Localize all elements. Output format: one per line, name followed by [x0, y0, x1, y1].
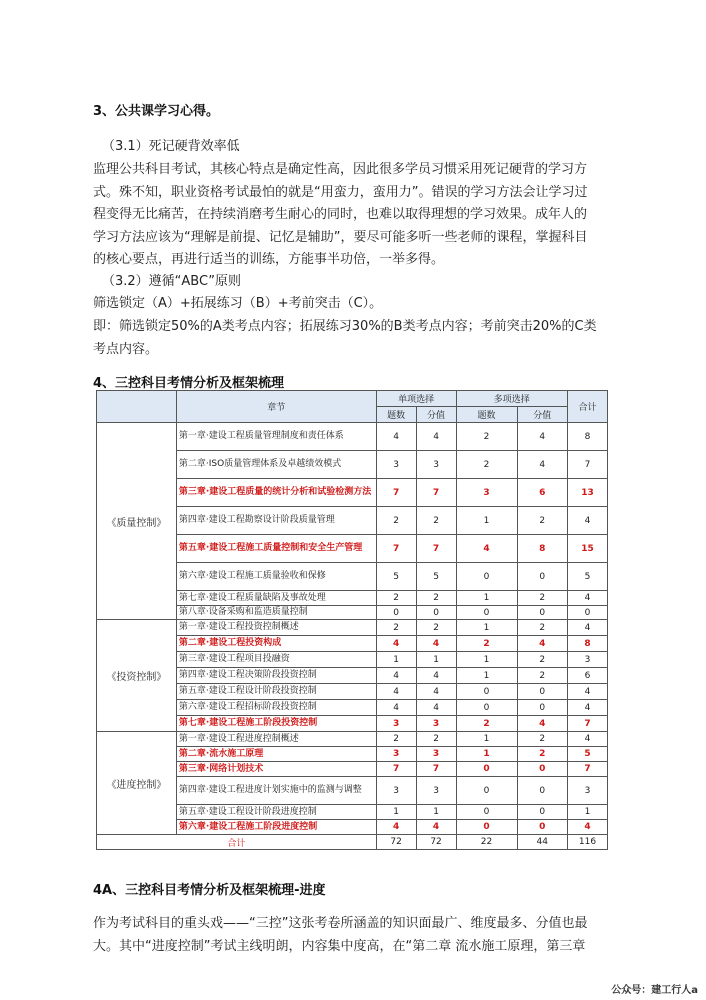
- multi-score-cell: 2: [517, 652, 567, 668]
- single-score-cell: 7: [416, 535, 456, 563]
- total-s-cnt-cell: 72: [376, 835, 416, 850]
- multi-count-cell: 0: [456, 563, 517, 591]
- total-m-score-cell: 44: [517, 835, 567, 850]
- multi-score-cell: 2: [517, 620, 567, 636]
- total-total-cell: 116: [567, 835, 607, 850]
- multi-count-cell: 0: [456, 777, 517, 805]
- group-label: 《质量控制》: [97, 423, 177, 620]
- chapter-cell: 第六章·建设工程招标阶段投资控制: [176, 700, 376, 716]
- multi-score-cell: 0: [517, 820, 567, 835]
- multi-count-cell: 2: [456, 423, 517, 451]
- single-count-cell: 7: [376, 762, 416, 777]
- single-count-cell: 4: [376, 684, 416, 700]
- exam-analysis-table: [96, 390, 608, 850]
- total-cell: 0: [567, 606, 607, 620]
- multi-count-cell: 1: [456, 652, 517, 668]
- header-blank: [97, 391, 177, 423]
- header-multi-count: 题数: [456, 407, 517, 423]
- single-score-cell: 4: [416, 700, 456, 716]
- multi-count-cell: 1: [456, 591, 517, 606]
- multi-count-cell: 2: [456, 716, 517, 732]
- single-score-cell: 4: [416, 668, 456, 684]
- total-cell: 3: [567, 652, 607, 668]
- multi-score-cell: 0: [517, 684, 567, 700]
- total-cell: 3: [567, 777, 607, 805]
- chapter-cell: 第五章·建设工程施工质量控制和安全生产管理: [176, 535, 376, 563]
- single-count-cell: 7: [376, 479, 416, 507]
- section-4a-para: [93, 913, 633, 958]
- header-multi-score: 分值: [517, 407, 567, 423]
- single-count-cell: 3: [376, 716, 416, 732]
- single-count-cell: 4: [376, 668, 416, 684]
- chapter-cell: 第五章·建设工程设计阶段投资控制: [176, 684, 376, 700]
- text-line: 即：筛选锁定50%的A类考点内容；拓展练习30%的B类考点内容；考前突击20%的C类: [93, 319, 597, 334]
- section-4-heading: 4、三控科目考情分析及框架梳理: [93, 376, 285, 391]
- multi-count-cell: 0: [456, 700, 517, 716]
- multi-count-cell: 0: [456, 762, 517, 777]
- single-count-cell: 4: [376, 636, 416, 652]
- group-label: 《进度控制》: [97, 732, 177, 835]
- multi-score-cell: 0: [517, 777, 567, 805]
- multi-score-cell: 0: [517, 563, 567, 591]
- multi-score-cell: 2: [517, 591, 567, 606]
- multi-count-cell: 1: [456, 747, 517, 762]
- single-score-cell: 4: [416, 684, 456, 700]
- group-label: 《投资控制》: [97, 620, 177, 732]
- total-cell: 4: [567, 732, 607, 747]
- single-count-cell: 4: [376, 700, 416, 716]
- header-multi-choice: 多项选择: [456, 391, 567, 407]
- text-line: 程变得无比痛苦，在持续消磨考生耐心的同时，也难以取得理想的学习效果。成年人的: [93, 207, 588, 222]
- chapter-cell: 第三章·网络计划技术: [176, 762, 376, 777]
- multi-score-cell: 0: [517, 700, 567, 716]
- single-count-cell: 0: [376, 606, 416, 620]
- total-cell: 7: [567, 451, 607, 479]
- table-total-row: [97, 835, 608, 850]
- chapter-cell: 第二章·ISO质量管理体系及卓越绩效模式: [176, 451, 376, 479]
- text-line: 的核心要点，再进行适当的训练，方能事半功倍，一举多得。: [93, 252, 445, 267]
- total-cell: 6: [567, 668, 607, 684]
- chapter-cell: 第四章·建设工程决策阶段投资控制: [176, 668, 376, 684]
- total-cell: 8: [567, 636, 607, 652]
- section-3-para2: 筛选锁定（A）+拓展练习（B）+考前突击（C）。: [93, 296, 383, 311]
- total-cell: 8: [567, 423, 607, 451]
- single-count-cell: 2: [376, 620, 416, 636]
- total-cell: 4: [567, 820, 607, 835]
- section-3-para3: [93, 316, 633, 361]
- single-score-cell: 2: [416, 591, 456, 606]
- chapter-cell: 第六章·建设工程施工质量验收和保修: [176, 563, 376, 591]
- chapter-cell: 第一章·建设工程投资控制概述: [176, 620, 376, 636]
- section-3-sub2: （3.2）遵循“ABC”原则: [102, 274, 242, 289]
- single-count-cell: 3: [376, 777, 416, 805]
- single-count-cell: 1: [376, 805, 416, 820]
- multi-score-cell: 2: [517, 507, 567, 535]
- single-score-cell: 3: [416, 747, 456, 762]
- single-count-cell: 5: [376, 563, 416, 591]
- single-score-cell: 5: [416, 563, 456, 591]
- text-line: 大。其中“进度控制”考试主线明朗，内容集中度高，在“第二章 流水施工原理，第三章: [93, 938, 586, 954]
- single-count-cell: 2: [376, 507, 416, 535]
- single-score-cell: 2: [416, 620, 456, 636]
- chapter-cell: 第一章·建设工程进度控制概述: [176, 732, 376, 747]
- header-total: 合计: [567, 391, 607, 423]
- single-score-cell: 2: [416, 507, 456, 535]
- single-count-cell: 7: [376, 535, 416, 563]
- total-cell: 4: [567, 700, 607, 716]
- table-row: [97, 423, 608, 451]
- chapter-cell: 第七章·建设工程施工阶段投资控制: [176, 716, 376, 732]
- text-line: 式。殊不知，职业资格考试最怕的就是“用蛮力，蛮用力”。错误的学习方法会让学习过: [93, 184, 588, 200]
- multi-score-cell: 4: [517, 716, 567, 732]
- single-count-cell: 4: [376, 820, 416, 835]
- text-line: 考点内容。: [93, 341, 159, 357]
- total-cell: 5: [567, 747, 607, 762]
- multi-score-cell: 4: [517, 451, 567, 479]
- multi-count-cell: 0: [456, 805, 517, 820]
- multi-score-cell: 8: [517, 535, 567, 563]
- section-4a-heading: 4A、三控科目考情分析及框架梳理-进度: [93, 883, 326, 898]
- multi-count-cell: 3: [456, 479, 517, 507]
- multi-count-cell: 2: [456, 451, 517, 479]
- single-score-cell: 0: [416, 606, 456, 620]
- text-line: 学习方法应该为“理解是前提、记忆是辅助”，要尽可能多听一些老师的课程，掌握科目: [93, 229, 588, 245]
- total-m-cnt-cell: 22: [456, 835, 517, 850]
- chapter-cell: 第五章·建设工程设计阶段进度控制: [176, 805, 376, 820]
- single-score-cell: 4: [416, 423, 456, 451]
- chapter-cell: 第八章·设备采购和监造质量控制: [176, 606, 376, 620]
- multi-score-cell: 4: [517, 423, 567, 451]
- total-s-score-cell: 72: [416, 835, 456, 850]
- single-count-cell: 2: [376, 591, 416, 606]
- total-cell: 4: [567, 591, 607, 606]
- single-score-cell: 4: [416, 636, 456, 652]
- section-3-para1: [93, 159, 633, 272]
- single-score-cell: 7: [416, 762, 456, 777]
- multi-count-cell: 0: [456, 606, 517, 620]
- chapter-cell: 第四章·建设工程进度计划实施中的监测与调整: [176, 777, 376, 805]
- single-score-cell: 3: [416, 716, 456, 732]
- multi-score-cell: 4: [517, 636, 567, 652]
- single-count-cell: 3: [376, 747, 416, 762]
- total-cell: 1: [567, 805, 607, 820]
- multi-score-cell: 2: [517, 732, 567, 747]
- multi-count-cell: 0: [456, 684, 517, 700]
- single-score-cell: 3: [416, 451, 456, 479]
- multi-score-cell: 2: [517, 668, 567, 684]
- multi-score-cell: 2: [517, 747, 567, 762]
- text-line: 监理公共科目考试，其核心特点是确定性高，因此很多学员习惯采用死记硬背的学习方: [93, 162, 588, 177]
- chapter-cell: 第二章·流水施工原理: [176, 747, 376, 762]
- multi-score-cell: 0: [517, 606, 567, 620]
- multi-count-cell: 1: [456, 507, 517, 535]
- multi-score-cell: 6: [517, 479, 567, 507]
- chapter-cell: 第一章·建设工程质量管理制度和责任体系: [176, 423, 376, 451]
- total-cell: 4: [567, 620, 607, 636]
- multi-count-cell: 4: [456, 535, 517, 563]
- header-chapter: 章节: [176, 391, 376, 423]
- chapter-cell: 第三章·建设工程质量的统计分析和试验检测方法: [176, 479, 376, 507]
- total-cell: 13: [567, 479, 607, 507]
- multi-count-cell: 1: [456, 668, 517, 684]
- single-count-cell: 2: [376, 732, 416, 747]
- single-count-cell: 3: [376, 451, 416, 479]
- header-single-choice: 单项选择: [376, 391, 456, 407]
- single-score-cell: 7: [416, 479, 456, 507]
- total-cell: 5: [567, 563, 607, 591]
- multi-count-cell: 0: [456, 820, 517, 835]
- total-cell: 7: [567, 762, 607, 777]
- chapter-cell: 第六章·建设工程施工阶段进度控制: [176, 820, 376, 835]
- total-cell: 4: [567, 507, 607, 535]
- header-single-score: 分值: [416, 407, 456, 423]
- multi-score-cell: 0: [517, 805, 567, 820]
- single-count-cell: 1: [376, 652, 416, 668]
- total-cell: 7: [567, 716, 607, 732]
- section-3-sub1: （3.1）死记硬背效率低: [102, 139, 240, 154]
- multi-score-cell: 0: [517, 762, 567, 777]
- multi-count-cell: 1: [456, 732, 517, 747]
- multi-count-cell: 2: [456, 636, 517, 652]
- chapter-cell: 第三章·建设工程项目投融资: [176, 652, 376, 668]
- chapter-cell: 第二章·建设工程投资构成: [176, 636, 376, 652]
- footer-watermark: 公众号：建工行人a: [611, 985, 698, 996]
- multi-count-cell: 1: [456, 620, 517, 636]
- total-label: 合计: [97, 835, 377, 850]
- single-score-cell: 1: [416, 805, 456, 820]
- single-score-cell: 1: [416, 652, 456, 668]
- section-3-heading: 3、公共课学习心得。: [93, 104, 220, 119]
- single-score-cell: 2: [416, 732, 456, 747]
- single-count-cell: 4: [376, 423, 416, 451]
- total-cell: 15: [567, 535, 607, 563]
- chapter-cell: 第四章·建设工程勘察设计阶段质量管理: [176, 507, 376, 535]
- header-single-count: 题数: [376, 407, 416, 423]
- table-row: [97, 732, 608, 747]
- total-cell: 4: [567, 684, 607, 700]
- single-score-cell: 4: [416, 820, 456, 835]
- single-score-cell: 3: [416, 777, 456, 805]
- chapter-cell: 第七章·建设工程质量缺陷及事故处理: [176, 591, 376, 606]
- table-row: [97, 620, 608, 636]
- text-line: 作为考试科目的重头戏——“三控”这张考卷所涵盖的知识面最广、维度最多、分值也最: [93, 916, 588, 931]
